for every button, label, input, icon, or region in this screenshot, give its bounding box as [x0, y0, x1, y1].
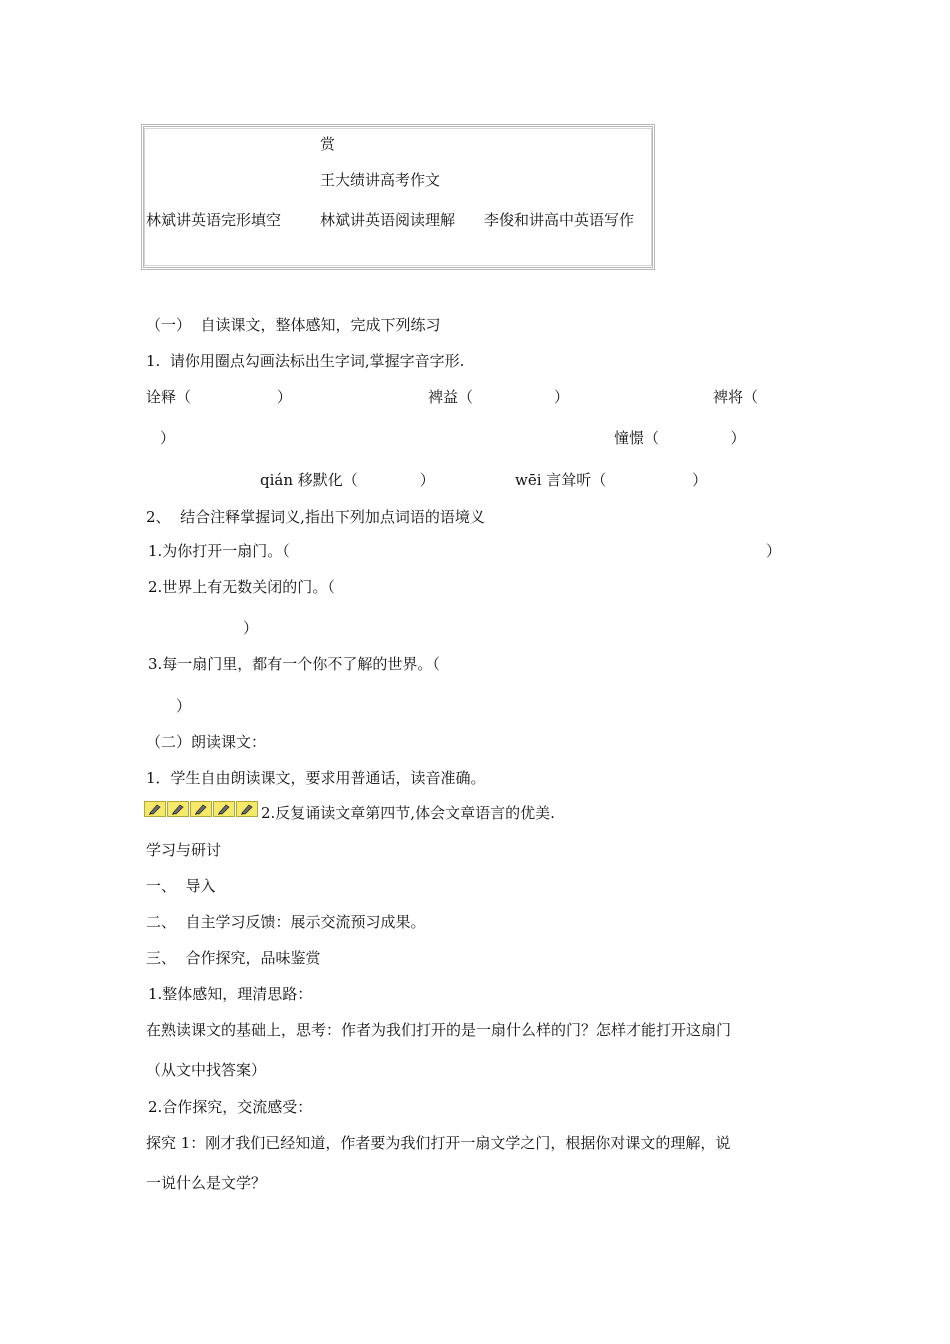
sentence-1: 1.为你打开一扇门。（ — [148, 542, 290, 560]
sub-2: 2.合作探究，交流感受： — [148, 1098, 313, 1116]
pencil-icon-row — [144, 801, 258, 817]
question-2: 2、 结合注释掌握词义,指出下列加点词语的语境义 — [146, 508, 485, 526]
question-1: 1. 请你用圈点勾画法标出生字词,掌握字音字形. — [146, 352, 465, 370]
word-6: wēi 言耸听（ ） — [515, 471, 708, 489]
sentence-3-close: ） — [176, 697, 192, 715]
step-3: 三、 合作探究，品味鉴赏 — [146, 949, 321, 967]
pencil-icon — [144, 801, 166, 817]
word-3: 裨将（ — [713, 388, 759, 406]
word-3-close: ） — [160, 429, 176, 447]
sentence-1-close: ） — [766, 542, 782, 560]
read-item-2: 2.反复诵读文章第四节,体会文章语言的优美. — [261, 804, 555, 822]
box-link-1[interactable]: 林斌讲英语完形填空 — [146, 211, 282, 229]
word-2: 裨益（ ） — [428, 388, 570, 406]
section2-heading: （二）朗读课文： — [146, 733, 267, 751]
read-item-1: 1．学生自由朗读课文，要求用普通话，读音准确。 — [146, 769, 486, 787]
sub-1: 1.整体感知，理清思路： — [148, 985, 313, 1003]
pencil-icon — [213, 801, 235, 817]
para-1-line-2: （从文中找答案） — [146, 1061, 267, 1079]
study-title: 学习与研讨 — [146, 841, 222, 859]
pencil-icon — [167, 801, 189, 817]
step-2: 二、 自主学习反馈：展示交流预习成果。 — [146, 913, 426, 931]
para-2-line-2: 一说什么是文学？ — [146, 1174, 267, 1192]
word-1: 诠释（ ） — [146, 388, 292, 406]
sentence-2: 2.世界上有无数关闭的门。（ — [148, 578, 335, 596]
para-2-line-1: 探究 1：刚才我们已经知道，作者要为我们打开一扇文学之门，根据你对课文的理解，说 — [146, 1134, 731, 1152]
word-5: qián 移默化（ ） — [260, 471, 435, 489]
box-link-3[interactable]: 李俊和讲高中英语写作 — [484, 211, 635, 229]
pencil-icon — [190, 801, 212, 817]
sentence-2-close: ） — [243, 619, 259, 637]
box-line-1: 赏 — [320, 135, 336, 153]
word-4: 憧憬（ ） — [614, 429, 746, 447]
box-line-2-link[interactable]: 王大绩讲高考作文 — [320, 171, 441, 189]
box-link-2[interactable]: 林斌讲英语阅读理解 — [320, 211, 456, 229]
step-1: 一、 导入 — [146, 877, 216, 895]
pencil-icon — [236, 801, 258, 817]
para-1-line-1: 在熟读课文的基础上，思考：作者为我们打开的是一扇什么样的门？怎样才能打开这扇门 — [146, 1021, 732, 1039]
section1-heading: （一） 自读课文，整体感知，完成下列练习 — [146, 316, 441, 334]
recommendation-box-inner — [144, 128, 652, 266]
sentence-3: 3.每一扇门里，都有一个你不了解的世界。（ — [148, 655, 440, 673]
